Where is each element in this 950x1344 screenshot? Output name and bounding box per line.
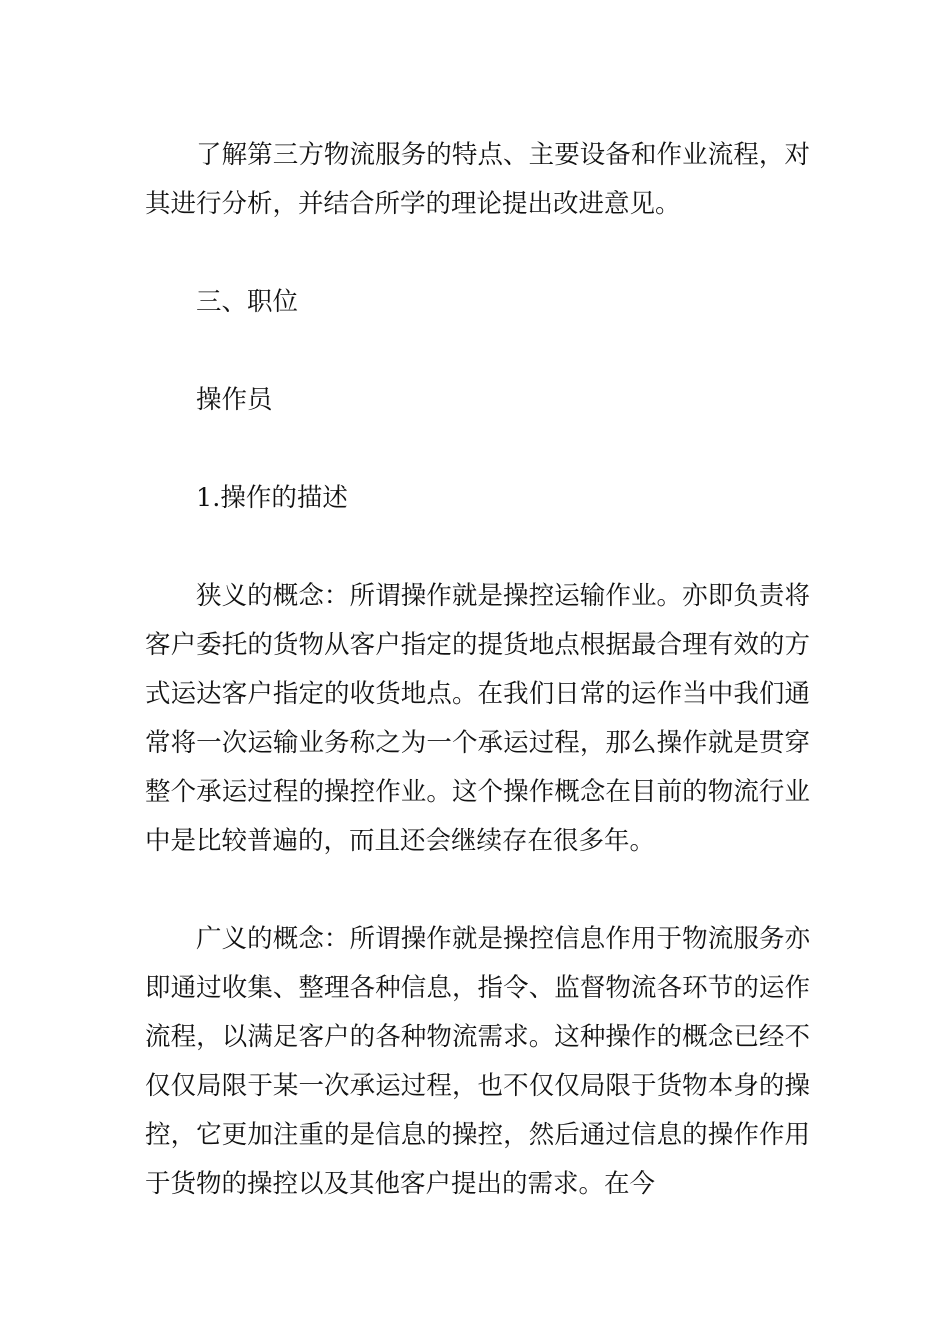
paragraph-gap [145, 425, 810, 474]
document-body [145, 131, 810, 1209]
subsection-heading: 1.操作的描述 [196, 483, 348, 513]
position-title: 操作员 [196, 385, 273, 415]
paragraph-intro: 了解第三方物流服务的特点、主要设备和作业流程，对其进行分析，并结合所学的理论提出改进意见。 [145, 140, 810, 219]
paragraph-gap [145, 866, 810, 915]
paragraph-gap [145, 523, 810, 572]
paragraph-narrow-concept: 狭义的概念：所谓操作就是操控运输作业。亦即负责将客户委托的货物从客户指定的提货地点根据最合理有效的方式运达客户指定的收货地点。在我们日常的运作当中我们通常将一次运输业务称之为一个承运过程，那么操作就是贯穿整个承运过程的操控作业。这个操作概念在目前的物流行业中是比较普遍的，而且还会继续存在很多年。 [145, 581, 810, 856]
paragraph-gap [145, 229, 810, 278]
section-heading: 三、职位 [196, 287, 299, 317]
paragraph-broad-concept: 广义的概念：所谓操作就是操控信息作用于物流服务亦即通过收集、整理各种信息，指令、监督物流各环节的运作流程，以满足客户的各种物流需求。这种操作的概念已经不仅仅局限于某一次承运过程，也不仅仅局限于货物本身的操控，它更加注重的是信息的操控，然后通过信息的操作作用于货物的操控以及其他客户提出的需求。在今 [145, 924, 810, 1199]
paragraph-gap [145, 327, 810, 376]
